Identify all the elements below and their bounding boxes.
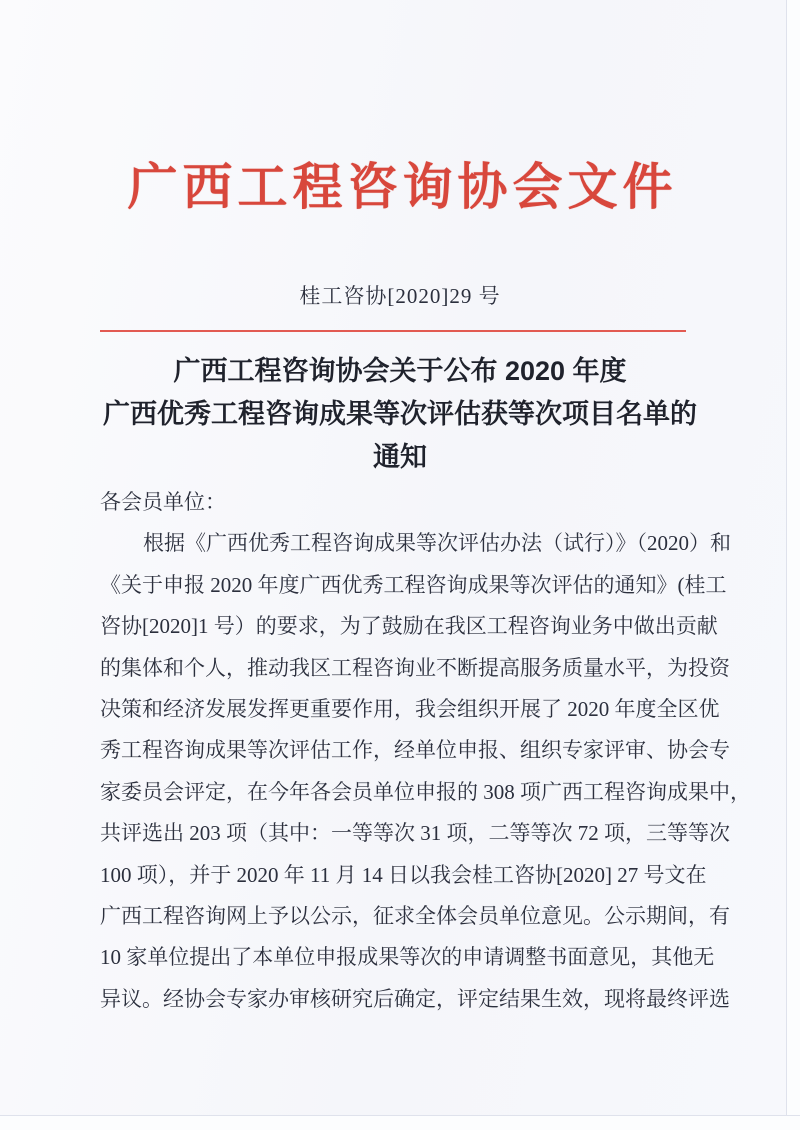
- body-text-line: 咨协[2020]1 号）的要求，为了鼓励在我区工程咨询业务中做出贡献: [100, 614, 718, 639]
- salutation-line: 各会员单位：: [100, 490, 226, 514]
- body-text-line: 秀工程咨询成果等次评估工作，经单位申报、组织专家评审、协会专: [100, 738, 730, 763]
- document-title-line-1: 广西工程咨询协会关于公布 2020 年度: [173, 356, 627, 386]
- body-text-line: 决策和经济发展发挥更重要作用，我会组织开展了 2020 年度全区优: [100, 696, 720, 721]
- red-divider-rule: [100, 330, 686, 332]
- body-text-line: 100 项），并于 2020 年 11 月 14 日以我会桂工咨协[2020] 27 号文在: [100, 862, 707, 887]
- body-text-line: 广西工程咨询网上予以公示，征求全体会员单位意见。公示期间，有: [100, 903, 730, 928]
- body-text-line: 《关于申报 2020 年度广西优秀工程咨询成果等次评估的通知》(桂工: [100, 572, 727, 597]
- document-title-line-2: 广西优秀工程咨询成果等次评估获等次项目名单的: [103, 399, 697, 429]
- document-title-line-3: 通知: [373, 442, 427, 472]
- scan-page-edge-bottom: [0, 1115, 800, 1116]
- scan-paper-margin-bottom: [0, 1116, 800, 1130]
- document-body: [100, 482, 751, 1020]
- body-text-line: 根据《广西优秀工程咨询成果等次评估办法（试行）》（2020）和: [143, 531, 731, 556]
- body-text-line: 共评选出 203 项（其中：一等等次 31 项，二等等次 72 项，三等等次: [100, 821, 730, 846]
- body-text-line: 家委员会评定，在今年各会员单位申报的 308 项广西工程咨询成果中，: [100, 779, 751, 804]
- body-text-line: 异议。经协会专家办审核研究后确定，评定结果生效，现将最终评选: [100, 986, 730, 1011]
- body-text-line: 的集体和个人，推动我区工程咨询业不断提高服务质量水平，为投资: [100, 655, 730, 680]
- letterhead-banner-title: 广西工程咨询协会文件: [127, 159, 678, 215]
- body-text-line: 10 家单位提出了本单位申报成果等次的申请调整书面意见，其他无: [100, 945, 715, 970]
- document-title: [50, 350, 750, 479]
- document-reference-number: 桂工咨协[2020]29 号: [299, 284, 501, 308]
